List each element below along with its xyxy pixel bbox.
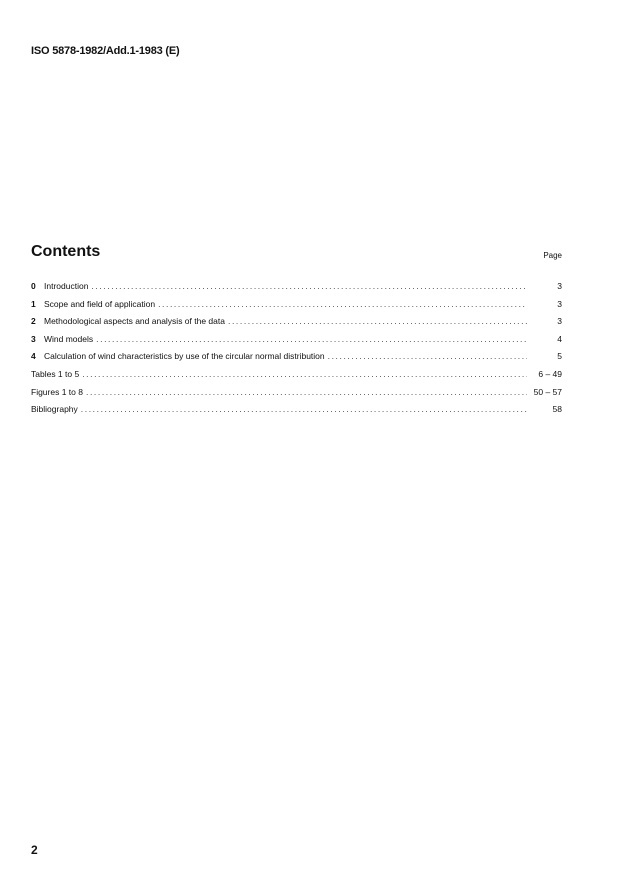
toc-entry-page: 3	[557, 281, 562, 291]
toc-entry-methodology[interactable]	[31, 315, 565, 333]
toc-entry-figures[interactable]	[31, 386, 565, 404]
toc-entry-number: 4	[31, 351, 36, 362]
toc-entry-title: Figures 1 to 8	[31, 386, 83, 397]
toc-entry-title: Calculation of wind characteristics by use of the circular normal distribution	[44, 351, 325, 362]
toc-entry-wind-models[interactable]	[31, 333, 565, 351]
toc-entry-number: 3	[31, 333, 36, 344]
document-header: ISO 5878-1982/Add.1-1983 (E)	[31, 45, 180, 57]
toc-entry-title: Tables 1 to 5	[31, 368, 80, 379]
dot-leader	[86, 386, 527, 398]
page-column-label: Page	[543, 251, 562, 260]
toc-entry-title: Scope and field of application	[44, 298, 156, 309]
toc-entry-calculation[interactable]	[31, 350, 565, 368]
dot-leader	[91, 280, 527, 292]
toc-entry-scope[interactable]	[31, 298, 565, 316]
toc-entry-title: Bibliography	[31, 404, 78, 415]
dot-leader	[328, 350, 527, 362]
toc-entry-page: 58	[552, 404, 562, 415]
toc-entry-title: Wind models	[44, 333, 94, 344]
toc-entry-page: 4	[557, 333, 562, 344]
toc-entry-page: 5	[557, 351, 562, 362]
toc-entry-number: 2	[31, 316, 36, 327]
dot-leader	[81, 403, 527, 415]
page-number: 2	[31, 843, 38, 857]
dot-leader	[158, 298, 527, 310]
toc-entry-title: Methodological aspects and analysis of the data	[44, 316, 225, 327]
toc-entry-page: 50 – 57	[533, 386, 562, 397]
table-of-contents	[31, 280, 565, 421]
dot-leader	[228, 315, 527, 327]
toc-entry-introduction[interactable]	[31, 280, 565, 298]
toc-entry-number: 0	[31, 281, 36, 291]
dot-leader	[96, 333, 527, 345]
dot-leader	[82, 368, 527, 380]
toc-entry-tables[interactable]	[31, 368, 565, 386]
toc-entry-title: Introduction	[44, 281, 89, 291]
toc-entry-number: 1	[31, 298, 36, 309]
contents-heading: Contents	[31, 243, 101, 260]
toc-entry-page: 3	[557, 298, 562, 309]
toc-entry-page: 3	[557, 316, 562, 327]
toc-entry-bibliography[interactable]	[31, 403, 565, 421]
toc-entry-page: 6 – 49	[538, 368, 562, 379]
